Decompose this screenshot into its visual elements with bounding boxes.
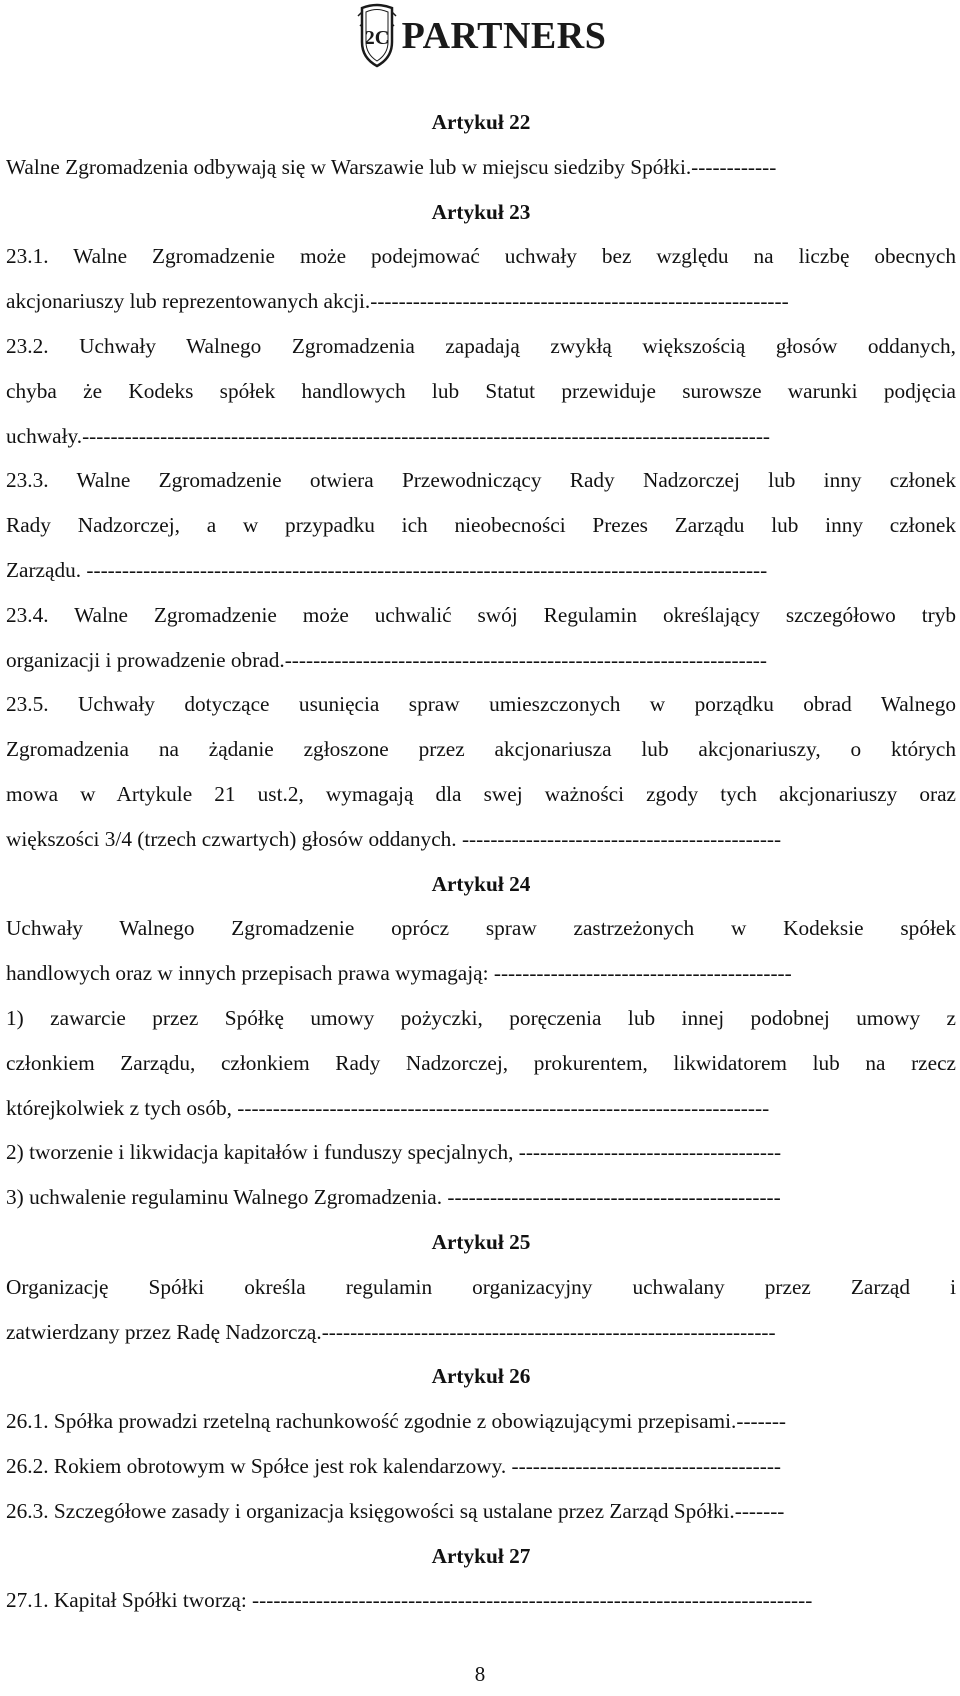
logo-text: PARTNERS — [401, 15, 607, 57]
paragraph-line: organizacji i prowadzenie obrad.-------------------------------------------------------------------- — [6, 647, 767, 672]
page-header — [0, 0, 960, 80]
article-heading: Artykuł 25 — [431, 1229, 531, 1254]
document-body — [6, 100, 956, 1623]
paragraph-line: 23.4. Walne Zgromadzenie może uchwalić swój Regulamin określający szczegółowo tryb — [6, 602, 956, 627]
paragraph-line: 2) tworzenie i likwidacja kapitałów i funduszy specjalnych, ------------------------------------- — [6, 1140, 782, 1165]
paragraph-line: zatwierdzany przez Radę Nadzorczą.---------------------------------------------------------------- — [6, 1319, 776, 1344]
paragraph-line: 1) zawarcie przez Spółkę umowy pożyczki, poręczenia lub innej podobnej umowy z — [6, 1005, 956, 1030]
paragraph-line: większości 3/4 (trzech czwartych) głosów oddanych. --------------------------------------------- — [6, 826, 782, 851]
paragraph-line: 26.3. Szczegółowe zasady i organizacja księgowości są ustalane przez Zarząd Spółki.------- — [6, 1498, 785, 1523]
page-number: 8 — [474, 1662, 486, 1686]
article-heading: Artykuł 26 — [431, 1364, 531, 1389]
article-heading: Artykuł 24 — [431, 871, 531, 896]
paragraph-line: 26.2. Rokiem obrotowym w Spółce jest rok kalendarzowy. -------------------------------------- — [6, 1453, 782, 1478]
paragraph-line: 27.1. Kapitał Spółki tworzą: ------------------------------------------------------------------------------- — [6, 1588, 813, 1613]
paragraph-line: którejkolwiek z tych osób, --------------------------------------------------------------------------- — [6, 1095, 770, 1120]
company-logo — [354, 2, 607, 70]
paragraph-line: handlowych oraz w innych przepisach prawa wymagają: ------------------------------------------ — [6, 961, 792, 986]
article-heading: Artykuł 23 — [431, 199, 531, 224]
paragraph-line: 3) uchwalenie regulaminu Walnego Zgromadzenia. ----------------------------------------------- — [6, 1185, 781, 1210]
paragraph-line: Uchwały Walnego Zgromadzenie oprócz spraw zastrzeżonych w Kodeksie spółek — [6, 916, 956, 941]
crest-icon — [354, 2, 400, 70]
article-heading: Artykuł 22 — [431, 110, 531, 134]
paragraph-line: chyba że Kodeks spółek handlowych lub Statut przewiduje surowsze warunki podjęcia — [6, 378, 956, 403]
paragraph-line: 23.2. Uchwały Walnego Zgromadzenia zapadają zwykłą większością głosów oddanych, — [6, 333, 956, 358]
paragraph-line: 23.1. Walne Zgromadzenie może podejmować uchwały bez względu na liczbę obecnych — [6, 244, 956, 269]
paragraph-line: Rady Nadzorczej, a w przypadku ich nieobecności Prezes Zarządu lub inny członek — [6, 513, 956, 538]
paragraph-line: 23.3. Walne Zgromadzenie otwiera Przewodniczący Rady Nadzorczej lub inny członek — [6, 468, 956, 493]
paragraph-line: Walne Zgromadzenia odbywają się w Warszawie lub w miejscu siedziby Spółki.------------ — [6, 154, 777, 179]
paragraph-line: Zarządu. ------------------------------------------------------------------------------------------------ — [6, 557, 768, 582]
paragraph-line: Organizację Spółki określa regulamin organizacyjny uchwalany przez Zarząd i — [6, 1274, 956, 1299]
paragraph-line: Zgromadzenia na żądanie zgłoszone przez akcjonariusza lub akcjonariuszy, o których — [6, 737, 956, 762]
article-heading: Artykuł 27 — [431, 1543, 531, 1568]
paragraph-line: akcjonariuszy lub reprezentowanych akcji.----------------------------------------------------------- — [6, 289, 789, 314]
paragraph-line: 26.1. Spółka prowadzi rzetelną rachunkowość zgodnie z obowiązującymi przepisami.------- — [6, 1409, 786, 1434]
paragraph-line: mowa w Artykule 21 ust.2, wymagają dla swej ważności zgody tych akcjonariuszy oraz — [6, 781, 956, 806]
paragraph-line: uchwały.------------------------------------------------------------------------------------------------- — [6, 423, 771, 448]
paragraph-line: członkiem Zarządu, członkiem Rady Nadzorczej, prokurentem, likwidatorem lub na rzecz — [6, 1050, 956, 1075]
paragraph-line: 23.5. Uchwały dotyczące usunięcia spraw umieszczonych w porządku obrad Walnego — [6, 692, 956, 717]
logo-emblem-text: 2C — [364, 27, 389, 49]
